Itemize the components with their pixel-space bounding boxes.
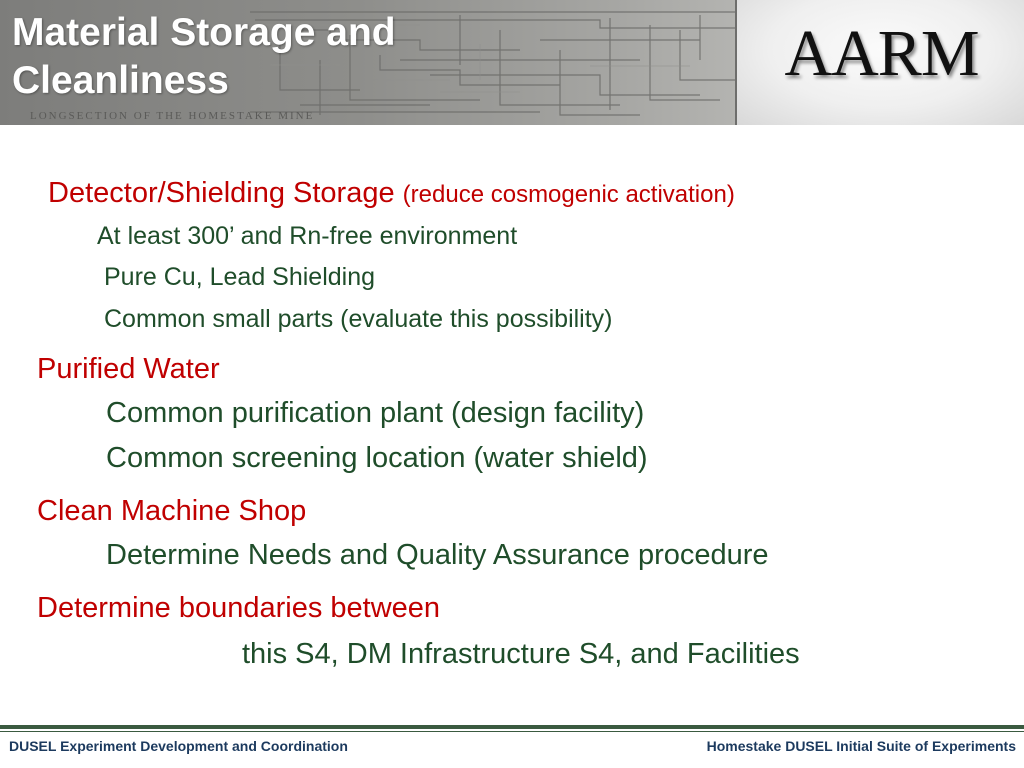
section-heading-storage-text: Detector/Shielding Storage [48, 177, 395, 209]
footer-right-text: Homestake DUSEL Initial Suite of Experiments [706, 738, 1016, 754]
section-heading-storage-note: (reduce cosmogenic activation) [402, 181, 735, 208]
list-item: Common purification plant (design facility) [106, 397, 645, 429]
list-item: Determine Needs and Quality Assurance procedure [106, 539, 769, 571]
slide-title [12, 9, 572, 105]
list-item: Common small parts (evaluate this possibility) [104, 305, 613, 333]
section-heading-machine-shop: Clean Machine Shop [37, 495, 307, 527]
aarm-logo [735, 0, 1024, 125]
list-item: Pure Cu, Lead Shielding [104, 263, 376, 291]
section-heading-storage [48, 174, 735, 214]
list-item: Common screening location (water shield) [106, 442, 648, 474]
slide-title-line-2: Cleanliness [12, 59, 229, 102]
footer-divider [0, 725, 1024, 729]
section-heading-water: Purified Water [37, 353, 220, 385]
footer-left-text: DUSEL Experiment Development and Coordination [9, 738, 348, 754]
section-heading-boundaries: Determine boundaries between [37, 592, 441, 624]
list-item: this S4, DM Infrastructure S4, and Facilities [242, 638, 800, 670]
slide-title-line-1: Material Storage and [12, 11, 396, 54]
slide-header [0, 0, 1024, 125]
list-item: At least 300’ and Rn-free environment [97, 222, 518, 250]
aarm-logo-text: AARM [784, 17, 979, 90]
footer-divider-thin [0, 731, 1024, 732]
map-caption: LONGSECTION OF THE HOMESTAKE MINE [30, 110, 315, 122]
